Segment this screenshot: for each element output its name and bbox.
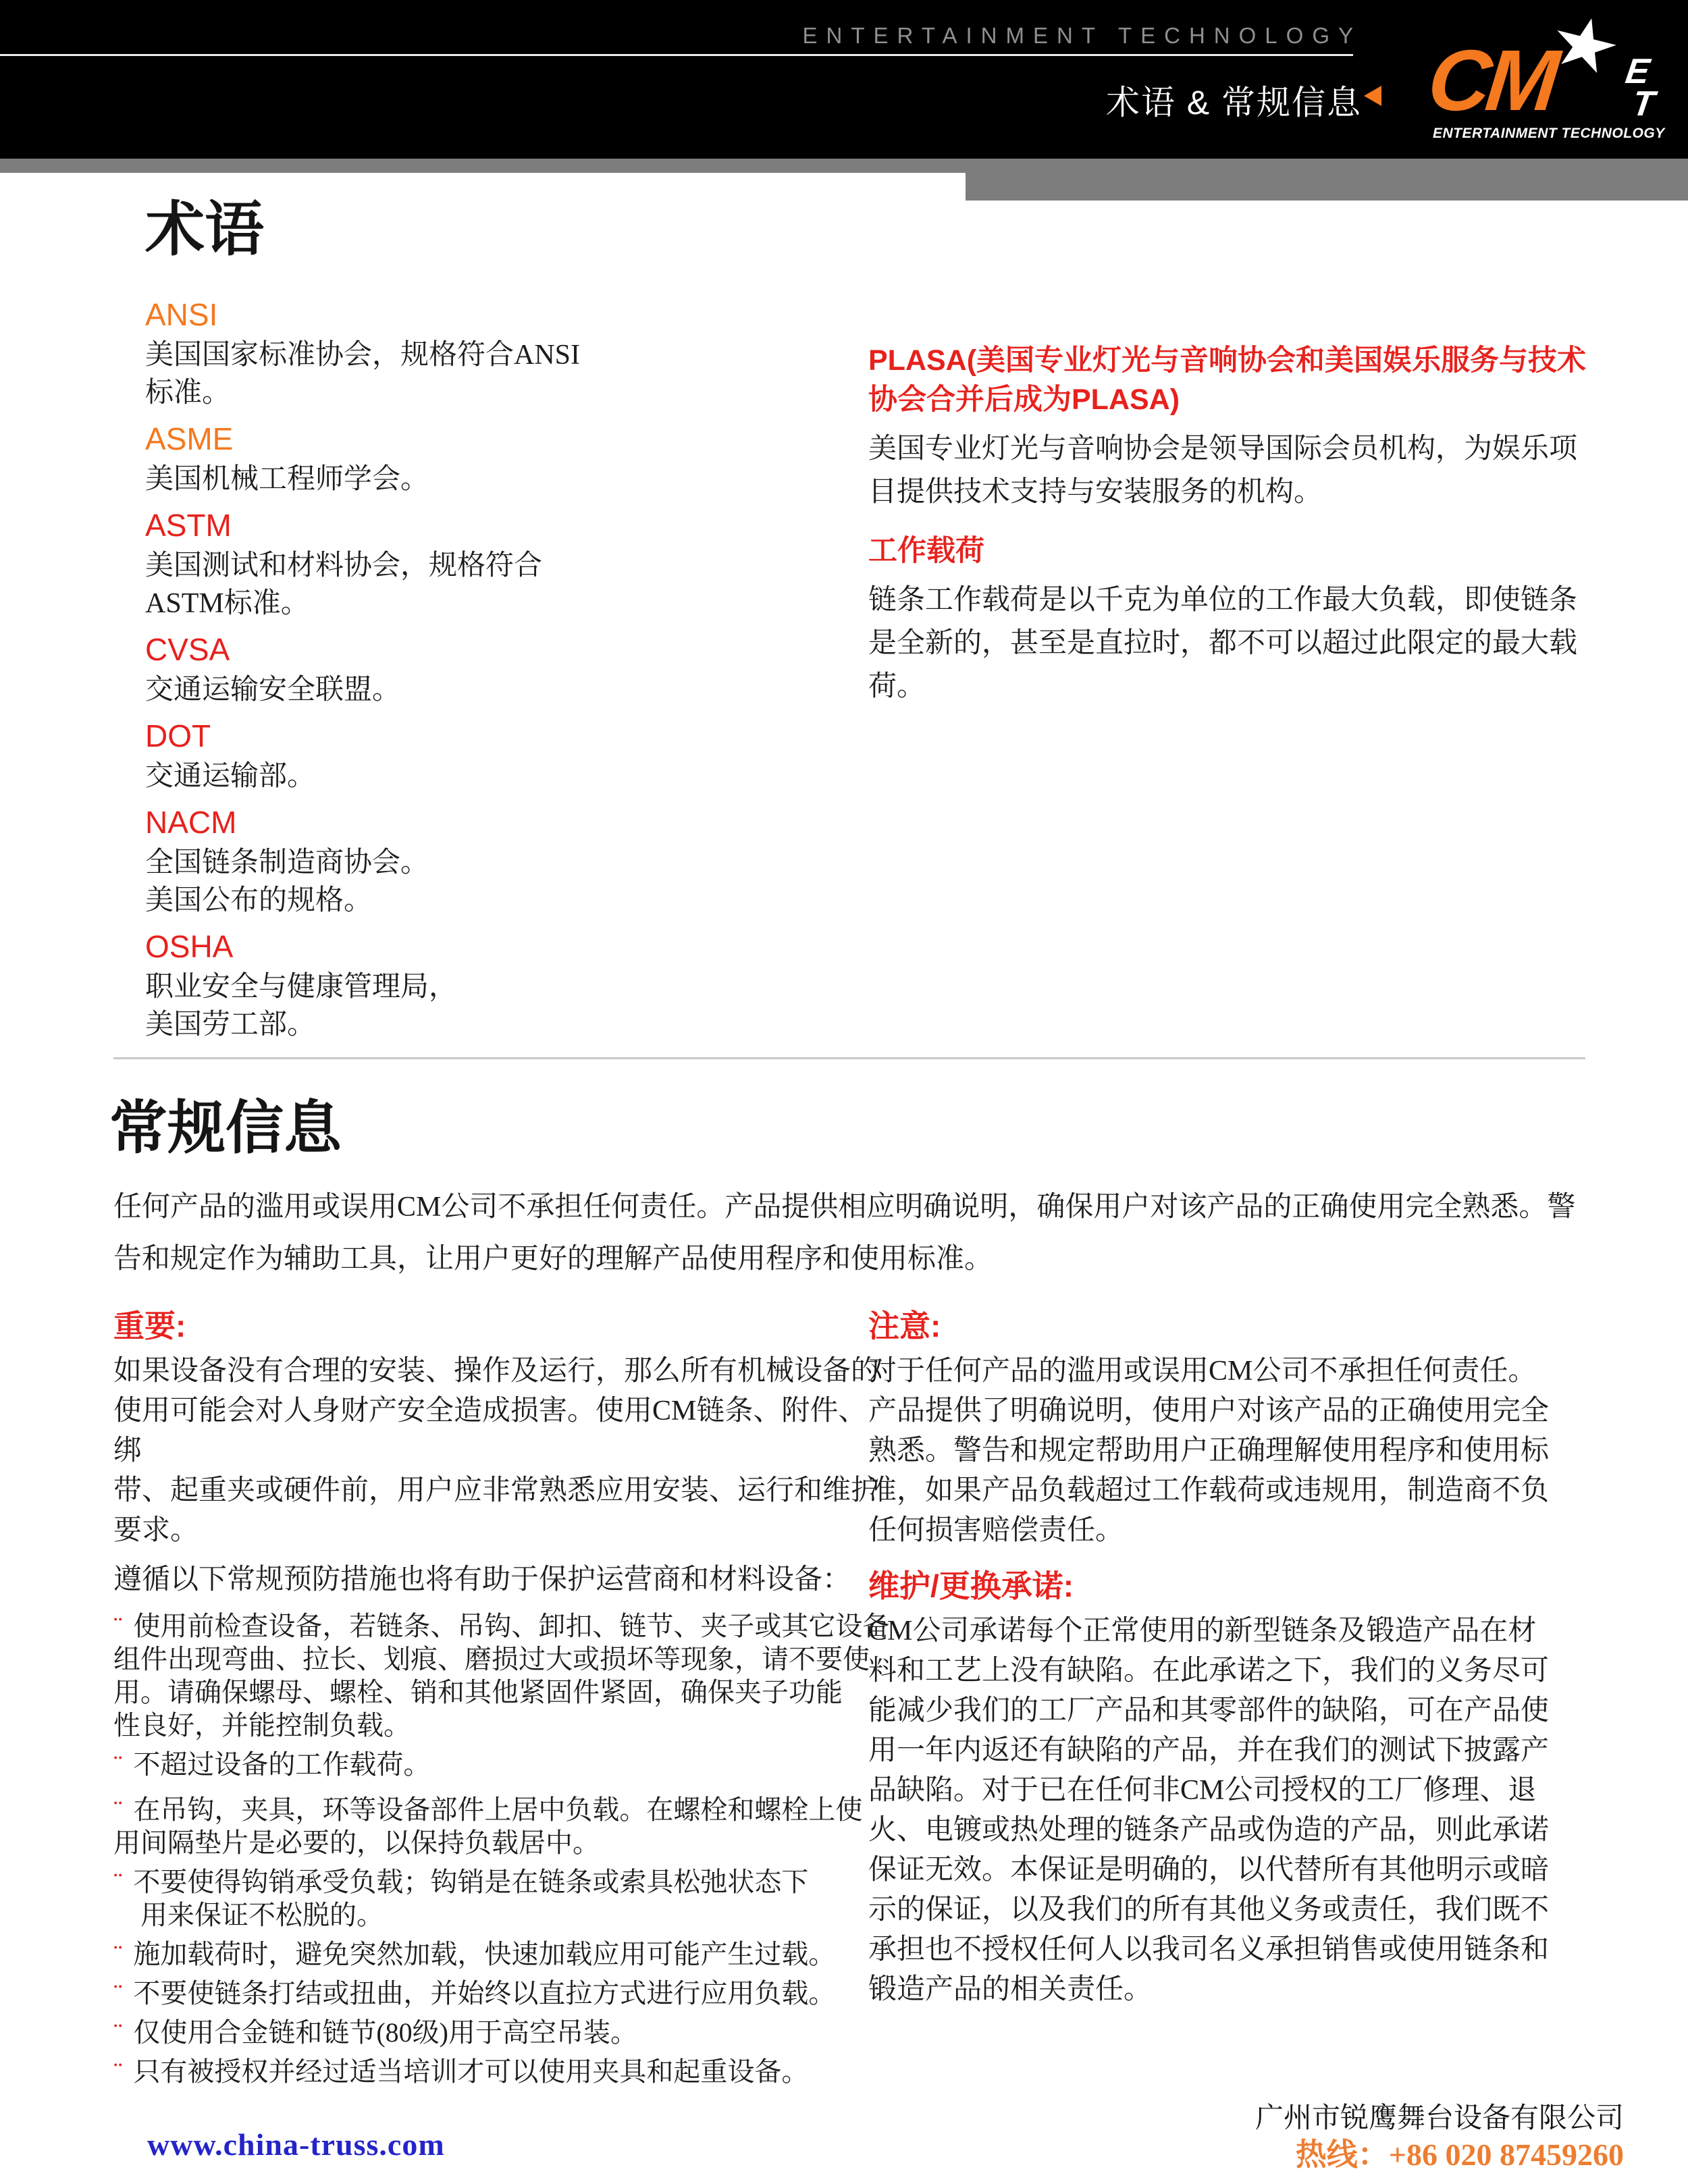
- bullet-icon: ¨: [113, 1939, 123, 1969]
- logo-t-text: T: [1629, 84, 1657, 124]
- bullet-icon: ¨: [113, 1978, 123, 2008]
- important-heading: 重要:: [113, 1308, 186, 1343]
- important-paragraph: 如果设备没有合理的安装、操作及运行，那么所有机械设备的 使用可能会对人身财产安全造成损害。使用CM链条、附件、绑 带、起重夹或硬件前，用户应非常熟悉应用安装、运行和维护 要求。: [113, 1356, 880, 1546]
- list-item: [113, 2016, 890, 2049]
- term-item-cvsa: [145, 632, 834, 709]
- list-item-text: 使用前检查设备，若链条、吊钩、卸扣、链节、夹子或其它设备 组件出现弯曲、拉长、划痕、磨损过大或损坏等现象，请不要使 用。请确保螺母、螺栓、销和其他紧固件紧固，确保夹子功能 性良好，并能控制负载。: [113, 1611, 890, 1740]
- term-definition: 链条工作载荷是以千克为单位的工作最大负载，即使链条 是全新的，甚至是直拉时，都不可以超过此限定的最大载 荷。: [868, 585, 1578, 702]
- notice-heading: 注意:: [868, 1308, 941, 1343]
- terms-right-column: [868, 341, 1665, 708]
- logo-cm-text: CM: [1423, 32, 1559, 129]
- term-definition: 美国国家标准协会，规格符合ANSI 标准。: [145, 340, 581, 408]
- term-heading: 工作载荷: [868, 535, 984, 567]
- list-item: [113, 1865, 890, 1932]
- term-item-osha: [145, 929, 834, 1044]
- logo-caption: ENTERTAINMENT TECHNOLOGY: [1433, 126, 1665, 141]
- list-item-text: 只有被授权并经过适当培训才可以使用夹具和起重设备。: [133, 2056, 809, 2087]
- term-abbr: OSHA: [145, 929, 234, 964]
- bullet-icon: ¨: [113, 2017, 123, 2048]
- important-column: [113, 1308, 890, 2094]
- list-item: [113, 1793, 890, 1859]
- warranty-paragraph: CM公司承诺每个正常使用的新型链条及锻造产品在材 料和工艺上没有缺陷。在此承诺之下，我们的义务尽可 能减少我们的工厂产品和其零部件的缺陷，可在产品使 用一年内返还有缺陷的产品，并在我们的测试下披露产 品缺陷。对于已在任何非CM公司授权的工厂修理、退 火、电镀或热处理的链条产品或伪造的产品，则此承诺 保证无效。本保证是明确的，以代替所有其他明示或暗 示的保证，以及我们的所有其他义务或责任，我们既不 承担也不授权任何人以我司名义承担销售或使用链条和 锻造产品的相关责任。: [868, 1616, 1550, 2005]
- term-abbr: ANSI: [145, 297, 218, 332]
- list-item-text: 不超过设备的工作载荷。: [133, 1749, 431, 1780]
- info-intro-paragraph: 任何产品的滥用或误用CM公司不承担任何责任。产品提供相应明确说明，确保用户对该产品的正确使用完全熟悉。警 告和规定作为辅助工具，让用户更好的理解产品使用程序和使用标准。: [113, 1192, 1576, 1275]
- term-item-working-load: [868, 531, 1665, 708]
- term-abbr: ASTM: [145, 508, 232, 543]
- term-item-nacm: [145, 805, 834, 920]
- list-item: [113, 1609, 890, 1742]
- term-definition: 美国专业灯光与音响协会是领导国际会员机构，为娱乐项 目提供技术支持与安装服务的机构。: [868, 433, 1578, 508]
- term-abbr: DOT: [145, 718, 211, 753]
- bullet-icon: ¨: [113, 1611, 123, 1641]
- term-item-plasa: [868, 341, 1665, 514]
- hotline-number: 热线：+86 020 87459260: [1295, 2137, 1624, 2172]
- list-item: [113, 1938, 890, 1971]
- bullet-icon: ¨: [113, 2056, 123, 2087]
- list-item: [113, 1977, 890, 2010]
- term-abbr: NACM: [145, 805, 237, 840]
- list-item-text: 不要使得钩销承受负载；钩销是在链条或索具松弛状态下 用来保证不松脱的。: [113, 1867, 809, 1930]
- gray-strip-right: [966, 159, 1688, 201]
- term-item-astm: [145, 508, 834, 622]
- term-item-asme: [145, 421, 834, 498]
- list-item: [113, 1748, 890, 1781]
- notice-paragraph: 对于任何产品的滥用或误用CM公司不承担任何责任。 产品提供了明确说明，使用户对该产品的正确使用完全 熟悉。警告和规定帮助用户正确理解使用程序和使用标 准，如果产品负载超过工作载荷或违规用，制造商不负 任何损害赔偿责任。: [868, 1356, 1550, 1546]
- list-item-text: 仅使用合金链和链节(80级)用于高空吊装。: [133, 2017, 637, 2048]
- list-item-text: 施加载荷时，避免突然加载，快速加载应用可能产生过载。: [133, 1939, 836, 1969]
- terms-section-title: 术语: [145, 196, 265, 263]
- term-item-ansi: [145, 297, 834, 412]
- cm-logo: [1410, 11, 1683, 151]
- term-definition: 职业安全与健康管理局， 美国劳工部。: [145, 971, 458, 1040]
- footer-contact: [1255, 2101, 1624, 2173]
- info-section-title: 常规信息: [109, 1096, 342, 1161]
- term-definition: 美国机械工程师学会。: [145, 464, 429, 495]
- terms-list: [145, 297, 834, 1053]
- term-item-dot: [145, 718, 834, 795]
- precautions-list: [113, 1609, 890, 2088]
- precautions-lead: 遵循以下常规预防措施也将有助于保护运营商和材料设备：: [113, 1564, 851, 1595]
- arrow-left-icon: [1364, 86, 1381, 106]
- list-item-text: 不要使链条打结或扭曲，并始终以直拉方式进行应用负载。: [133, 1978, 836, 2008]
- bullet-icon: ¨: [113, 1749, 123, 1780]
- term-abbr: CVSA: [145, 632, 230, 667]
- header-rule: [0, 54, 1353, 56]
- header-band: [0, 0, 1688, 159]
- list-item: [113, 2055, 890, 2088]
- company-name: 广州市锐鹰舞台设备有限公司: [1255, 2102, 1624, 2133]
- logo-e-text: E: [1623, 52, 1652, 91]
- bullet-icon: ¨: [113, 1867, 123, 1897]
- website-link[interactable]: www.china-truss.com: [147, 2127, 445, 2162]
- list-item-text: 在吊钩，夹具，环等设备部件上居中负载。在螺栓和螺栓上使 用间隔垫片是必要的，以保持负载居中。: [113, 1794, 863, 1858]
- star-icon: [1547, 11, 1623, 81]
- term-abbr: ASME: [145, 421, 234, 456]
- term-heading: PLASA(美国专业灯光与音响协会和美国娱乐服务与技术 协会合并后成为PLASA): [868, 344, 1587, 416]
- term-definition: 全国链条制造商协会。 美国公布的规格。: [145, 847, 429, 916]
- term-definition: 交通运输部。: [145, 761, 316, 792]
- term-definition: 交通运输安全联盟。: [145, 674, 401, 705]
- warranty-heading: 维护/更换承诺:: [868, 1568, 1074, 1603]
- gray-strip-left: [0, 159, 966, 173]
- page-title: 术语 & 常规信息: [1105, 84, 1362, 122]
- brand-line: ENTERTAINMENT TECHNOLOGY: [802, 23, 1362, 48]
- term-definition: 美国测试和材料协会，规格符合 ASTM标准。: [145, 550, 543, 619]
- section-divider: [113, 1057, 1585, 1059]
- notice-column: [868, 1308, 1672, 2010]
- bullet-icon: ¨: [113, 1794, 123, 1825]
